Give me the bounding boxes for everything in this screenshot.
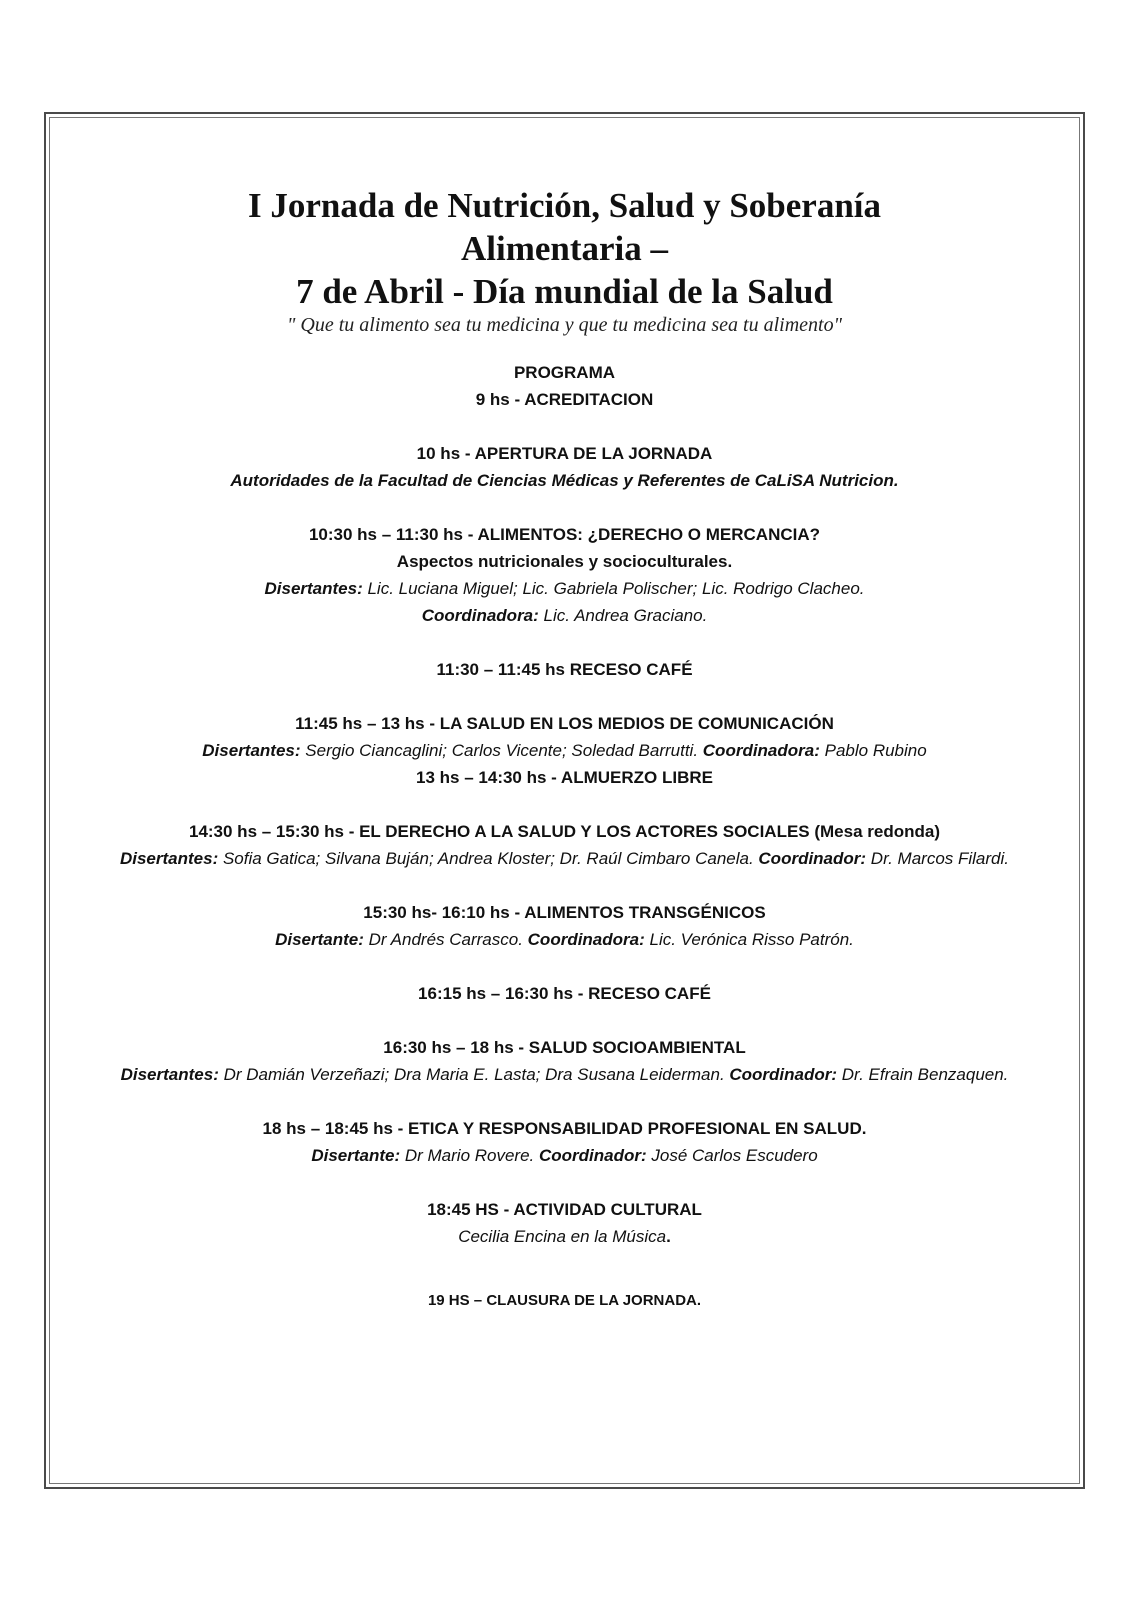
session-2-speakers: Disertantes: Sergio Ciancaglini; Carlos Vicente; Soledad Barrutti. Coordinadora: Pablo Rubino — [202, 741, 927, 760]
session-3-title: 14:30 hs – 15:30 hs - EL DERECHO A LA SALUD Y LOS ACTORES SOCIALES (Mesa redonda) — [188, 822, 940, 841]
title-line-2: Alimentaria – — [460, 229, 669, 268]
closing-item: 19 HS – CLAUSURA DE LA JORNADA. — [427, 1292, 702, 1309]
session-1-speakers: Disertantes: Lic. Luciana Miguel; Lic. Gabriela Polischer; Lic. Rodrigo Clacheo. — [264, 579, 865, 598]
motto-quote: " Que tu alimento sea tu medicina y que tu medicina sea tu alimento" — [286, 314, 843, 336]
session-2-title: 11:45 hs – 13 hs - LA SALUD EN LOS MEDIOS DE COMUNICACIÓN — [295, 714, 834, 733]
accreditation-item: 9 hs - ACREDITACION — [475, 390, 654, 409]
opening-detail: Autoridades de la Facultad de Ciencias Médicas y Referentes de CaLiSA Nutricion. — [230, 471, 899, 490]
coffee-break-1: 11:30 – 11:45 hs RECESO CAFÉ — [436, 660, 693, 679]
session-5-speakers: Disertantes: Dr Damián Verzeñazi; Dra Maria E. Lasta; Dra Susana Leiderman. Coordinador: Dr. Efrain Benzaquen. — [120, 1065, 1009, 1084]
session-5-title: 16:30 hs – 18 hs - SALUD SOCIOAMBIENTAL — [383, 1038, 746, 1057]
cultural-activity-title: 18:45 HS - ACTIVIDAD CULTURAL — [427, 1200, 702, 1219]
session-6-title: 18 hs – 18:45 hs - ETICA Y RESPONSABILIDAD PROFESIONAL EN SALUD. — [262, 1119, 867, 1138]
session-4-title: 15:30 hs- 16:10 hs - ALIMENTOS TRANSGÉNICOS — [363, 903, 766, 922]
page-border — [44, 112, 1085, 1489]
session-1-coordinator: Coordinadora: Lic. Andrea Graciano. — [421, 606, 708, 625]
session-1-subtitle: Aspectos nutricionales y socioculturales. — [396, 552, 733, 571]
session-1-title: 10:30 hs – 11:30 hs - ALIMENTOS: ¿DERECHO O MERCANCIA? — [308, 525, 821, 544]
session-6-speakers: Disertante: Dr Mario Rovere. Coordinador: José Carlos Escudero — [311, 1146, 818, 1165]
title-line-3: 7 de Abril - Día mundial de la Salud — [296, 272, 833, 311]
program-heading: PROGRAMA — [513, 363, 616, 382]
coffee-break-2: 16:15 hs – 16:30 hs - RECESO CAFÉ — [418, 984, 711, 1003]
title-line-1: I Jornada de Nutrición, Salud y Soberanía — [247, 186, 882, 225]
session-4-speakers: Disertante: Dr Andrés Carrasco. Coordinadora: Lic. Verónica Risso Patrón. — [275, 930, 854, 949]
cultural-activity-detail: Cecilia Encina en la Música. — [458, 1227, 671, 1246]
lunch-break: 13 hs – 14:30 hs - ALMUERZO LIBRE — [416, 768, 713, 787]
session-3-speakers: Disertantes: Sofia Gatica; Silvana Buján; Andrea Kloster; Dr. Raúl Cimbaro Canela. Coordinador: Dr. Marcos Filardi. — [119, 849, 1010, 868]
opening-item: 10 hs - APERTURA DE LA JORNADA — [416, 444, 713, 463]
program-document — [46, 184, 1083, 1314]
